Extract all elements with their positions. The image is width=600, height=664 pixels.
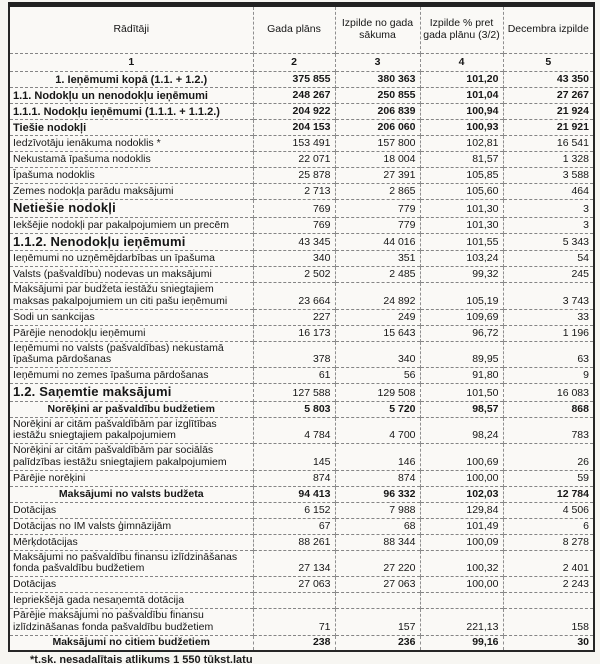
cell-value: 1 328 — [503, 152, 594, 168]
cell-value: 100,94 — [420, 104, 503, 120]
cell-value: 2 502 — [253, 267, 335, 283]
scanned-budget-report-page — [0, 2, 600, 664]
column-number: 1 — [9, 54, 253, 72]
cell-value: 105,60 — [420, 184, 503, 200]
cell-value: 464 — [503, 184, 594, 200]
cell-value: 12 784 — [503, 486, 594, 502]
table-row — [9, 267, 594, 283]
cell-value: 158 — [503, 609, 594, 636]
row-label: Tiešie nodokļi — [9, 120, 253, 136]
row-label: Ieņēmumi no valsts (pašvaldības) nekustamā īpašuma pārdošanas — [9, 341, 253, 368]
cell-value: 7 988 — [335, 502, 420, 518]
row-label: Iepriekšējā gada nesaņemtā dotācija — [9, 593, 253, 609]
cell-value: 21 921 — [503, 120, 594, 136]
cell-value: 2 243 — [503, 577, 594, 593]
footnote: *t.sk. nesadalītais atlikums 1 550 tūkst.latu — [30, 654, 253, 664]
cell-value: 204 922 — [253, 104, 335, 120]
cell-value: 100,32 — [420, 550, 503, 577]
cell-value: 769 — [253, 217, 335, 233]
cell-value: 96,72 — [420, 325, 503, 341]
cell-value: 15 643 — [335, 325, 420, 341]
cell-value: 221,13 — [420, 609, 503, 636]
row-label: Norēķini ar pašvaldību budžetiem — [9, 401, 253, 417]
cell-value: 3 — [503, 200, 594, 218]
table-row — [9, 384, 594, 402]
cell-value: 3 — [503, 217, 594, 233]
cell-value: 2 865 — [335, 184, 420, 200]
row-label: Dotācijas — [9, 502, 253, 518]
table-row — [9, 233, 594, 251]
cell-value: 249 — [335, 309, 420, 325]
cell-value: 27 220 — [335, 550, 420, 577]
row-label: 1.1. Nodokļu un nenodokļu ieņēmumi — [9, 88, 253, 104]
row-label: Pārējie norēķini — [9, 470, 253, 486]
table-row — [9, 550, 594, 577]
cell-value: 101,49 — [420, 518, 503, 534]
row-label: Sodi un sankcijas — [9, 309, 253, 325]
table-row — [9, 152, 594, 168]
cell-value: 8 278 — [503, 534, 594, 550]
table-row — [9, 283, 594, 310]
table-body — [9, 72, 594, 652]
row-label: Zemes nodokļa parādu maksājumi — [9, 184, 253, 200]
cell-value: 16 173 — [253, 325, 335, 341]
cell-value: 129 508 — [335, 384, 420, 402]
cell-value: 103,24 — [420, 251, 503, 267]
cell-value: 21 924 — [503, 104, 594, 120]
cell-value: 91,80 — [420, 368, 503, 384]
cell-value: 145 — [253, 444, 335, 471]
row-label: Nekustamā īpašuma nodoklis — [9, 152, 253, 168]
row-label: Maksājumi no citiem budžetiem — [9, 635, 253, 651]
column-number: 5 — [503, 54, 594, 72]
row-label: Norēķini ar citām pašvaldībām par sociālās palīdzības iestāžu sniegtajiem pakalpojumiem — [9, 444, 253, 471]
cell-value: 94 413 — [253, 486, 335, 502]
cell-value: 157 800 — [335, 136, 420, 152]
cell-value — [420, 593, 503, 609]
column-number: 4 — [420, 54, 503, 72]
column-number-row — [9, 54, 594, 72]
cell-value: 26 — [503, 444, 594, 471]
table-row — [9, 401, 594, 417]
cell-value: 769 — [253, 200, 335, 218]
row-label: Maksājumi no pašvaldību finansu izlīdzināšanas fonda pašvaldību budžetiem — [9, 550, 253, 577]
cell-value: 54 — [503, 251, 594, 267]
table-row — [9, 470, 594, 486]
table-row — [9, 104, 594, 120]
cell-value: 88 261 — [253, 534, 335, 550]
cell-value: 6 — [503, 518, 594, 534]
column-number: 3 — [335, 54, 420, 72]
cell-value: 44 016 — [335, 233, 420, 251]
row-label: 1.1.2. Nenodokļu ieņēmumi — [9, 233, 253, 251]
cell-value: 27 391 — [335, 168, 420, 184]
cell-value: 18 004 — [335, 152, 420, 168]
cell-value: 99,32 — [420, 267, 503, 283]
table-row — [9, 88, 594, 104]
cell-value: 245 — [503, 267, 594, 283]
cell-value: 2 401 — [503, 550, 594, 577]
cell-value: 4 784 — [253, 417, 335, 444]
cell-value: 24 892 — [335, 283, 420, 310]
cell-value: 99,16 — [420, 635, 503, 651]
cell-value: 100,00 — [420, 470, 503, 486]
cell-value: 102,03 — [420, 486, 503, 502]
cell-value: 9 — [503, 368, 594, 384]
cell-value: 100,93 — [420, 120, 503, 136]
cell-value: 89,95 — [420, 341, 503, 368]
cell-value: 100,69 — [420, 444, 503, 471]
cell-value: 779 — [335, 200, 420, 218]
table-row — [9, 417, 594, 444]
cell-value: 101,50 — [420, 384, 503, 402]
cell-value: 206 839 — [335, 104, 420, 120]
cell-value: 2 713 — [253, 184, 335, 200]
cell-value: 27 063 — [335, 577, 420, 593]
cell-value: 105,85 — [420, 168, 503, 184]
cell-value: 101,20 — [420, 72, 503, 88]
cell-value: 340 — [253, 251, 335, 267]
cell-value: 101,55 — [420, 233, 503, 251]
cell-value: 67 — [253, 518, 335, 534]
cell-value: 157 — [335, 609, 420, 636]
cell-value: 101,04 — [420, 88, 503, 104]
table-row — [9, 486, 594, 502]
row-label: Iedzīvotāju ienākuma nodoklis * — [9, 136, 253, 152]
cell-value: 204 153 — [253, 120, 335, 136]
cell-value: 3 588 — [503, 168, 594, 184]
budget-table — [8, 2, 595, 652]
column-header-izpilde-no-gada-sakuma: Izpilde no gada sākuma — [335, 5, 420, 54]
cell-value: 250 855 — [335, 88, 420, 104]
cell-value: 61 — [253, 368, 335, 384]
cell-value: 23 664 — [253, 283, 335, 310]
cell-value: 63 — [503, 341, 594, 368]
cell-value: 874 — [253, 470, 335, 486]
table-row — [9, 341, 594, 368]
cell-value: 16 541 — [503, 136, 594, 152]
cell-value: 43 345 — [253, 233, 335, 251]
cell-value: 340 — [335, 341, 420, 368]
cell-value: 227 — [253, 309, 335, 325]
table-row — [9, 136, 594, 152]
table-header — [9, 5, 594, 72]
cell-value: 236 — [335, 635, 420, 651]
column-header-decembra-izpilde: Decembra izpilde — [503, 5, 594, 54]
cell-value: 100,09 — [420, 534, 503, 550]
row-label: 1.2. Saņemtie maksājumi — [9, 384, 253, 402]
cell-value: 5 343 — [503, 233, 594, 251]
table-row — [9, 444, 594, 471]
cell-value: 96 332 — [335, 486, 420, 502]
row-label: Dotācijas — [9, 577, 253, 593]
cell-value: 102,81 — [420, 136, 503, 152]
cell-value: 779 — [335, 217, 420, 233]
table-row — [9, 609, 594, 636]
cell-value: 874 — [335, 470, 420, 486]
table-row — [9, 593, 594, 609]
row-label: Netiešie nodokļi — [9, 200, 253, 218]
row-label: 1.1.1. Nodokļu ieņēmumi (1.1.1. + 1.1.2.) — [9, 104, 253, 120]
cell-value: 100,00 — [420, 577, 503, 593]
table-row — [9, 635, 594, 651]
row-label: Ieņēmumi no zemes īpašuma pārdošanas — [9, 368, 253, 384]
cell-value: 101,30 — [420, 217, 503, 233]
cell-value: 109,69 — [420, 309, 503, 325]
cell-value: 5 803 — [253, 401, 335, 417]
table-row — [9, 120, 594, 136]
column-header-gada-plans: Gada plāns — [253, 5, 335, 54]
cell-value: 380 363 — [335, 72, 420, 88]
cell-value: 783 — [503, 417, 594, 444]
column-header-izpilde-procenti: Izpilde % pret gada plānu (3/2) — [420, 5, 503, 54]
cell-value: 22 071 — [253, 152, 335, 168]
cell-value: 378 — [253, 341, 335, 368]
row-label: 1. Ieņēmumi kopā (1.1. + 1.2.) — [9, 72, 253, 88]
cell-value: 25 878 — [253, 168, 335, 184]
cell-value: 248 267 — [253, 88, 335, 104]
cell-value: 27 063 — [253, 577, 335, 593]
table-row — [9, 534, 594, 550]
cell-value: 105,19 — [420, 283, 503, 310]
cell-value: 81,57 — [420, 152, 503, 168]
table-row — [9, 577, 594, 593]
row-label: Īpašuma nodoklis — [9, 168, 253, 184]
cell-value: 27 134 — [253, 550, 335, 577]
cell-value: 88 344 — [335, 534, 420, 550]
cell-value: 30 — [503, 635, 594, 651]
cell-value: 16 083 — [503, 384, 594, 402]
header-row — [9, 5, 594, 54]
row-label: Mērķdotācijas — [9, 534, 253, 550]
cell-value: 153 491 — [253, 136, 335, 152]
cell-value: 127 588 — [253, 384, 335, 402]
cell-value: 4 506 — [503, 502, 594, 518]
table-row — [9, 325, 594, 341]
cell-value: 375 855 — [253, 72, 335, 88]
cell-value: 206 060 — [335, 120, 420, 136]
table-row — [9, 168, 594, 184]
table-row — [9, 502, 594, 518]
cell-value: 6 152 — [253, 502, 335, 518]
cell-value: 98,57 — [420, 401, 503, 417]
table-row — [9, 368, 594, 384]
table-row — [9, 217, 594, 233]
cell-value: 146 — [335, 444, 420, 471]
cell-value — [253, 593, 335, 609]
cell-value: 68 — [335, 518, 420, 534]
cell-value: 5 720 — [335, 401, 420, 417]
table-row — [9, 309, 594, 325]
cell-value: 129,84 — [420, 502, 503, 518]
cell-value: 351 — [335, 251, 420, 267]
table-row — [9, 251, 594, 267]
table-row — [9, 72, 594, 88]
cell-value: 98,24 — [420, 417, 503, 444]
column-number: 2 — [253, 54, 335, 72]
row-label: Maksājumi par budžeta iestāžu sniegtajiem maksas pakalpojumiem un citi pašu ieņēmumi — [9, 283, 253, 310]
cell-value: 27 267 — [503, 88, 594, 104]
row-label: Ieņēmumi no uzņēmējdarbības un īpašuma — [9, 251, 253, 267]
cell-value: 238 — [253, 635, 335, 651]
cell-value: 868 — [503, 401, 594, 417]
cell-value: 1 196 — [503, 325, 594, 341]
cell-value: 2 485 — [335, 267, 420, 283]
row-label: Pārējie maksājumi no pašvaldību finansu izlīdzināšanas fonda pašvaldību budžetiem — [9, 609, 253, 636]
table-row — [9, 184, 594, 200]
cell-value: 33 — [503, 309, 594, 325]
row-label: Maksājumi no valsts budžeta — [9, 486, 253, 502]
cell-value: 43 350 — [503, 72, 594, 88]
row-label: Norēķini ar citām pašvaldībām par izglītības iestāžu sniegtajiem pakalpojumiem — [9, 417, 253, 444]
cell-value — [335, 593, 420, 609]
column-header-raditaji: Rādītāji — [113, 23, 150, 36]
table-row — [9, 518, 594, 534]
cell-value — [503, 593, 594, 609]
cell-value: 56 — [335, 368, 420, 384]
table-row — [9, 200, 594, 218]
row-label: Dotācijas no IM valsts ģimnāzijām — [9, 518, 253, 534]
cell-value: 71 — [253, 609, 335, 636]
cell-value: 101,30 — [420, 200, 503, 218]
row-label: Pārējie nenodokļu ieņēmumi — [9, 325, 253, 341]
cell-value: 3 743 — [503, 283, 594, 310]
cell-value: 59 — [503, 470, 594, 486]
row-label: Iekšējie nodokļi par pakalpojumiem un precēm — [9, 217, 253, 233]
row-label: Valsts (pašvaldību) nodevas un maksājumi — [9, 267, 253, 283]
cell-value: 4 700 — [335, 417, 420, 444]
